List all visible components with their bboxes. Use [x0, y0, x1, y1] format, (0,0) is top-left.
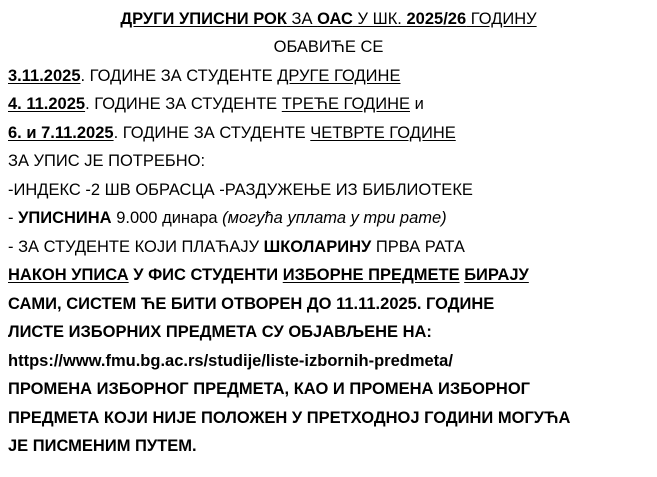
after-enrollment-part3: ИЗБОРНЕ ПРЕДМЕТЕ: [282, 266, 460, 284]
after-enrollment-line: [8, 261, 649, 290]
date-third-year-tail: и: [410, 95, 424, 113]
document-title: [8, 6, 649, 33]
date-third-year-mid: . ГОДИНЕ ЗА СТУДЕНТЕ: [85, 95, 282, 113]
fee-bold-word: УПИСНИНА: [18, 209, 112, 227]
requirements-heading: [8, 147, 649, 176]
date-fourth-year: 6. и 7.11.2025: [8, 123, 114, 142]
title-part-godinu: ГОДИНУ: [466, 10, 537, 28]
elective-lists-url-text: https://www.fmu.bg.ac.rs/studije/liste-izbornih-predmeta/: [8, 351, 453, 370]
after-enrollment-part5: БИРАЈУ: [464, 266, 529, 284]
change-line-1: [8, 375, 649, 404]
tuition-prefix: - ЗА СТУДЕНТЕ КОЈИ ПЛАЋАЈУ: [8, 237, 264, 256]
elective-lists-url[interactable]: [8, 347, 649, 376]
requirements-items: [8, 176, 649, 205]
tuition-bold-word: ШКОЛАРИНУ: [263, 237, 372, 256]
after-enrollment-part2: У ФИС СТУДЕНТИ: [128, 266, 283, 284]
title-part-u-sk: У ШК.: [352, 10, 407, 28]
change-line-3-text: ЈЕ ПИСМЕНИМ ПУТЕМ.: [8, 437, 197, 455]
tuition-line: [8, 233, 649, 262]
requirements-heading-text: ЗА УПИС ЈЕ ПОТРЕБНО:: [8, 152, 206, 170]
date-third-year-label: ТРЕЋЕ ГОДИНЕ: [281, 95, 410, 113]
title-part-drugi-upisni-rok: ДРУГИ УПИСНИ РОК: [120, 10, 287, 28]
lists-published-text: ЛИСТЕ ИЗБОРНИХ ПРЕДМЕТА СУ ОБЈАВЉЕНЕ НА:: [8, 323, 432, 341]
date-second-year-mid: . ГОДИНЕ ЗА СТУДЕНТЕ: [80, 66, 278, 85]
change-line-1-text: ПРОМЕНА ИЗБОРНОГ ПРЕДМЕТА, КАО И ПРОМЕНА ИЗБОРНОГ: [8, 380, 531, 398]
title-part-oas: ОАС: [317, 10, 353, 28]
change-line-3: [8, 432, 649, 461]
date-second-year-label: ДРУГЕ ГОДИНЕ: [277, 66, 401, 85]
system-open-text: САМИ, СИСТЕМ ЋЕ БИТИ ОТВОРЕН ДО 11.11.2025. ГОДИНЕ: [8, 294, 495, 313]
tuition-suffix: ПРВА РАТА: [371, 237, 465, 256]
fee-line: [8, 204, 649, 233]
date-line-second-year: [8, 62, 649, 91]
date-line-third-year: [8, 90, 649, 119]
after-enrollment-part1: НАКОН УПИСА: [8, 266, 129, 284]
system-open-line: [8, 290, 649, 319]
change-line-2-text: ПРЕДМЕТА КОЈИ НИЈЕ ПОЛОЖЕН У ПРЕТХОДНОЈ ГОДИНИ МОГУЋА: [8, 408, 571, 427]
requirements-items-text: -ИНДЕКС -2 ШВ ОБРАСЦА -РАЗДУЖЕЊЕ ИЗ БИБЛИОТЕКЕ: [8, 180, 473, 199]
subtitle-obavice-se: [8, 33, 649, 62]
title-part-year: 2025/26: [406, 10, 467, 28]
lists-published-line: [8, 318, 649, 347]
date-second-year: 3.11.2025: [8, 66, 81, 85]
fee-amount: 9.000 динара: [111, 209, 223, 227]
fee-note: (могућа уплата у три рате): [222, 209, 447, 227]
date-fourth-year-mid: . ГОДИНЕ ЗА СТУДЕНТЕ: [113, 123, 311, 142]
fee-prefix: -: [8, 209, 19, 227]
date-third-year: 4. 11.2025: [8, 95, 86, 113]
date-fourth-year-label: ЧЕТВРТЕ ГОДИНЕ: [310, 123, 456, 142]
title-part-za: ЗА: [286, 10, 318, 28]
change-line-2: [8, 404, 649, 433]
date-line-fourth-year: [8, 119, 649, 148]
subtitle-text: ОБАВИЋЕ СЕ: [273, 38, 384, 56]
